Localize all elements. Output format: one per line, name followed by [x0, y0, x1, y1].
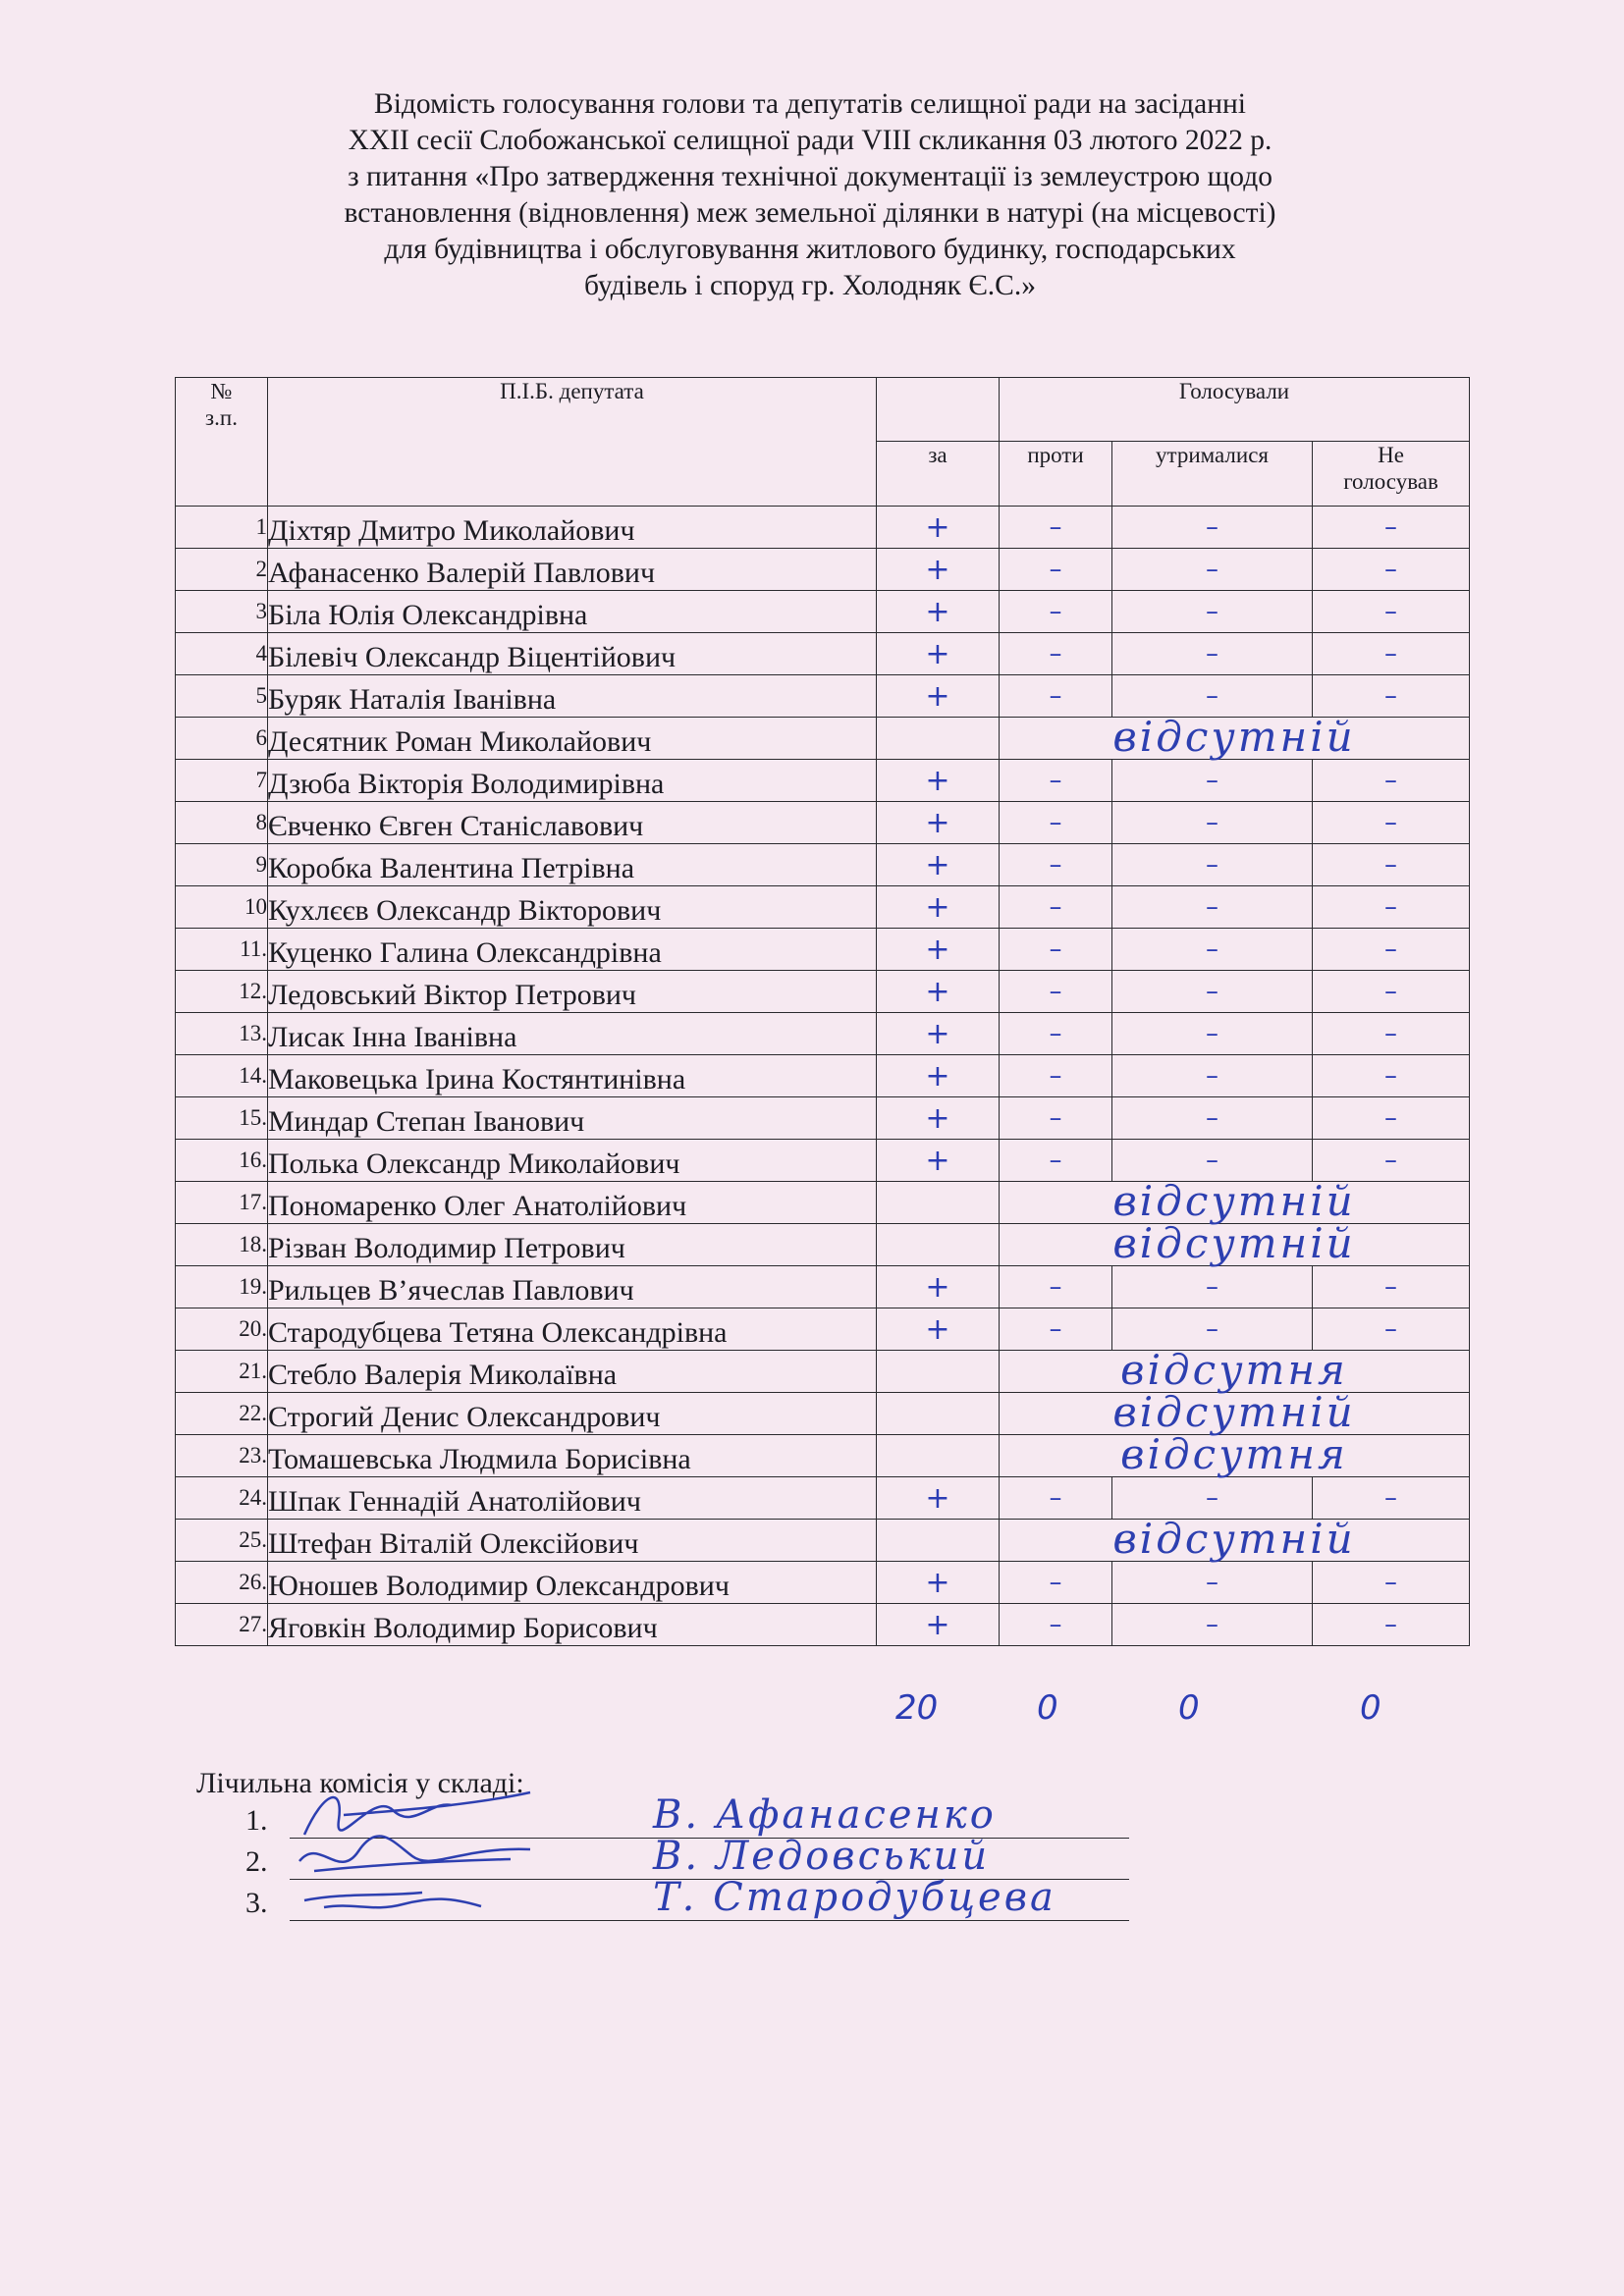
commission-member-row: [245, 1875, 1129, 1926]
deputy-name: Кухлєєв Олександр Вікторович: [268, 886, 877, 929]
deputy-name: Буряк Наталія Іванівна: [268, 675, 877, 718]
header-blank: [877, 378, 1000, 442]
row-number: 7: [176, 760, 268, 802]
vote-not-voted-mark: –: [1313, 886, 1470, 929]
row-number: 25.: [176, 1520, 268, 1562]
absent-note: відсутня: [1120, 1346, 1348, 1394]
table-row: [176, 1477, 1470, 1520]
deputy-name: Штефан Віталій Олексійович: [268, 1520, 877, 1562]
header-not-voted: [1313, 442, 1470, 507]
deputy-name: Стародубцева Тетяна Олександрівна: [268, 1308, 877, 1351]
total-not-voted: 0: [1360, 1688, 1381, 1728]
vote-against-mark: –: [1000, 507, 1112, 549]
row-number: 21.: [176, 1351, 268, 1393]
table-row: [176, 1393, 1470, 1435]
deputy-name: Миндар Степан Іванович: [268, 1097, 877, 1140]
vote-not-voted-mark: –: [1313, 591, 1470, 633]
vote-abstained-mark: –: [1112, 1604, 1313, 1646]
row-number: 20.: [176, 1308, 268, 1351]
table-row: [176, 1224, 1470, 1266]
table-row: [176, 718, 1470, 760]
table-row: [176, 760, 1470, 802]
vote-against-mark: –: [1000, 802, 1112, 844]
row-number: 22.: [176, 1393, 268, 1435]
vote-for-cell: [877, 1520, 1000, 1562]
deputy-name: Полька Олександр Миколайович: [268, 1140, 877, 1182]
vote-not-voted-mark: –: [1313, 971, 1470, 1013]
vote-for-mark: +: [877, 1308, 1000, 1351]
title-line: з питання «Про затвердження технічної документації із землеустрою щодо: [348, 161, 1272, 192]
table-row: [176, 929, 1470, 971]
absent-note: відсутній: [1112, 713, 1356, 761]
vote-for-mark: +: [877, 1477, 1000, 1520]
vote-against-mark: –: [1000, 1097, 1112, 1140]
title-line: XXII сесії Слобожанської селищної ради VIII скликання 03 лютого 2022 р.: [348, 125, 1272, 156]
vote-abstained-mark: –: [1112, 633, 1313, 675]
vote-against-mark: –: [1000, 1562, 1112, 1604]
row-number: 23.: [176, 1435, 268, 1477]
vote-abstained-mark: –: [1112, 675, 1313, 718]
vote-against-mark: –: [1000, 844, 1112, 886]
vote-abstained-mark: –: [1112, 1266, 1313, 1308]
vote-not-voted-mark: –: [1313, 1013, 1470, 1055]
deputy-name: Різван Володимир Петрович: [268, 1224, 877, 1266]
vote-abstained-mark: –: [1112, 549, 1313, 591]
vote-abstained-mark: –: [1112, 971, 1313, 1013]
vote-abstained-mark: –: [1112, 929, 1313, 971]
vote-not-voted-mark: –: [1313, 1562, 1470, 1604]
header-abstained: утрималися: [1112, 442, 1313, 507]
table-row: [176, 675, 1470, 718]
vote-for-mark: +: [877, 844, 1000, 886]
row-number: 19.: [176, 1266, 268, 1308]
vote-against-mark: –: [1000, 760, 1112, 802]
row-number: 16.: [176, 1140, 268, 1182]
vote-for-cell: [877, 1224, 1000, 1266]
vote-abstained-mark: –: [1112, 1013, 1313, 1055]
deputy-name: Ледовський Віктор Петрович: [268, 971, 877, 1013]
absent-note-cell: [1000, 1219, 1470, 1267]
vote-for-mark: +: [877, 1140, 1000, 1182]
vote-for-mark: +: [877, 1097, 1000, 1140]
deputy-name: Десятник Роман Миколайович: [268, 718, 877, 760]
vote-not-voted-mark: –: [1313, 675, 1470, 718]
vote-against-mark: –: [1000, 1140, 1112, 1182]
row-number: 8: [176, 802, 268, 844]
vote-for-cell: [877, 1182, 1000, 1224]
absent-note-cell: [1000, 1430, 1470, 1478]
vote-for-mark: +: [877, 929, 1000, 971]
vote-abstained-mark: –: [1112, 1477, 1313, 1520]
table-row: [176, 1351, 1470, 1393]
vote-for-mark: +: [877, 675, 1000, 718]
document-title: [177, 86, 1443, 304]
table-row: [176, 549, 1470, 591]
absent-note-cell: [1000, 1515, 1470, 1563]
table-row: [176, 591, 1470, 633]
vote-against-mark: –: [1000, 549, 1112, 591]
vote-not-voted-mark: –: [1313, 1097, 1470, 1140]
row-number: 1: [176, 507, 268, 549]
table-row: [176, 844, 1470, 886]
vote-not-voted-mark: –: [1313, 1477, 1470, 1520]
vote-not-voted-mark: –: [1313, 1055, 1470, 1097]
deputy-name: Строгий Денис Олександрович: [268, 1393, 877, 1435]
vote-against-mark: –: [1000, 1477, 1112, 1520]
vote-against-mark: –: [1000, 1055, 1112, 1097]
absent-note-cell: [1000, 1346, 1470, 1394]
vote-totals: [0, 1688, 1624, 1737]
header-number-symbol: №: [210, 379, 233, 403]
header-number: [176, 378, 268, 507]
absent-note: відсутня: [1120, 1430, 1348, 1478]
table-row: [176, 507, 1470, 549]
row-number: 11.: [176, 929, 268, 971]
total-for: 20: [895, 1688, 939, 1728]
member-name: Т. Стародубцева: [653, 1875, 1056, 1920]
vote-not-voted-mark: –: [1313, 1266, 1470, 1308]
row-number: 2: [176, 549, 268, 591]
vote-abstained-mark: –: [1112, 507, 1313, 549]
row-number: 27.: [176, 1604, 268, 1646]
member-number: 1.: [245, 1804, 268, 1837]
vote-for-cell: [877, 718, 1000, 760]
title-line: будівель і споруд гр. Холодняк Є.С.»: [584, 270, 1036, 301]
deputy-name: Дзюба Вікторія Володимирівна: [268, 760, 877, 802]
vote-abstained-mark: –: [1112, 1308, 1313, 1351]
vote-abstained-mark: –: [1112, 1097, 1313, 1140]
table-row: [176, 1140, 1470, 1182]
vote-for-mark: +: [877, 886, 1000, 929]
vote-against-mark: –: [1000, 1266, 1112, 1308]
vote-for-mark: +: [877, 549, 1000, 591]
deputy-name: Рильцев В’ячеслав Павлович: [268, 1266, 877, 1308]
signature-line: [290, 1920, 1129, 1921]
vote-for-mark: +: [877, 971, 1000, 1013]
vote-abstained-mark: –: [1112, 760, 1313, 802]
handwritten-signature: [285, 1863, 540, 1932]
table-row: [176, 1182, 1470, 1224]
row-number: 6: [176, 718, 268, 760]
header-voted-group: Голосували: [1000, 378, 1470, 442]
vote-not-voted-mark: –: [1313, 844, 1470, 886]
deputy-name: Стебло Валерія Миколаївна: [268, 1351, 877, 1393]
deputy-name: Юношев Володимир Олександрович: [268, 1562, 877, 1604]
vote-not-voted-mark: –: [1313, 507, 1470, 549]
table-row: [176, 1097, 1470, 1140]
vote-not-voted-mark: –: [1313, 760, 1470, 802]
title-line: для будівництва і обслуговування житлового будинку, господарських: [384, 234, 1236, 265]
vote-against-mark: –: [1000, 1604, 1112, 1646]
row-number: 12.: [176, 971, 268, 1013]
vote-abstained-mark: –: [1112, 1140, 1313, 1182]
absent-note: відсутній: [1112, 1515, 1356, 1563]
row-number: 26.: [176, 1562, 268, 1604]
vote-abstained-mark: –: [1112, 844, 1313, 886]
vote-for-mark: +: [877, 1604, 1000, 1646]
deputy-name: Біла Юлія Олександрівна: [268, 591, 877, 633]
deputy-name: Шпак Геннадій Анатолійович: [268, 1477, 877, 1520]
vote-for-mark: +: [877, 1013, 1000, 1055]
row-number: 10: [176, 886, 268, 929]
row-number: 9: [176, 844, 268, 886]
table-row: [176, 1435, 1470, 1477]
table-row: [176, 886, 1470, 929]
vote-against-mark: –: [1000, 1013, 1112, 1055]
vote-abstained-mark: –: [1112, 591, 1313, 633]
vote-for-cell: [877, 1351, 1000, 1393]
header-number-abbr: з.п.: [205, 405, 238, 430]
row-number: 18.: [176, 1224, 268, 1266]
title-line: встановлення (відновлення) меж земельної ділянки в натурі (на місцевості): [344, 197, 1276, 229]
row-number: 4: [176, 633, 268, 675]
table-row: [176, 1055, 1470, 1097]
absent-note-cell: [1000, 1177, 1470, 1225]
deputy-name: Лисак Інна Іванівна: [268, 1013, 877, 1055]
table-row: [176, 1562, 1470, 1604]
member-name: В. Афанасенко: [653, 1792, 997, 1838]
vote-against-mark: –: [1000, 971, 1112, 1013]
table-row: [176, 1604, 1470, 1646]
vote-for-mark: +: [877, 1055, 1000, 1097]
counting-commission-title: Лічильна комісія у складі:: [196, 1767, 524, 1799]
deputy-name: Куценко Галина Олександрівна: [268, 929, 877, 971]
vote-for-mark: +: [877, 633, 1000, 675]
vote-against-mark: –: [1000, 886, 1112, 929]
deputy-name: Діхтяр Дмитро Миколайович: [268, 507, 877, 549]
deputy-name: Маковецька Ірина Костянтинівна: [268, 1055, 877, 1097]
vote-not-voted-mark: –: [1313, 929, 1470, 971]
table-body: [176, 507, 1470, 1646]
vote-abstained-mark: –: [1112, 1055, 1313, 1097]
vote-against-mark: –: [1000, 675, 1112, 718]
total-abstained: 0: [1178, 1688, 1200, 1728]
vote-abstained-mark: –: [1112, 1562, 1313, 1604]
deputy-name: Афанасенко Валерій Павлович: [268, 549, 877, 591]
voting-table: [175, 377, 1470, 1646]
table-row: [176, 1520, 1470, 1562]
row-number: 15.: [176, 1097, 268, 1140]
vote-for-mark: +: [877, 1266, 1000, 1308]
deputy-name: Томашевська Людмила Борисівна: [268, 1435, 877, 1477]
vote-abstained-mark: –: [1112, 886, 1313, 929]
table-row: [176, 1013, 1470, 1055]
row-number: 17.: [176, 1182, 268, 1224]
vote-not-voted-mark: –: [1313, 549, 1470, 591]
absent-note: відсутній: [1112, 1219, 1356, 1267]
row-number: 14.: [176, 1055, 268, 1097]
table-row: [176, 1308, 1470, 1351]
vote-against-mark: –: [1000, 591, 1112, 633]
absent-note-cell: [1000, 713, 1470, 761]
deputy-name: Коробка Валентина Петрівна: [268, 844, 877, 886]
vote-abstained-mark: –: [1112, 802, 1313, 844]
absent-note-cell: [1000, 1388, 1470, 1436]
deputy-name: Євченко Євген Станіславович: [268, 802, 877, 844]
row-number: 3: [176, 591, 268, 633]
vote-for-mark: +: [877, 1562, 1000, 1604]
header-not-voted-line: Не: [1378, 443, 1404, 467]
deputy-name: Білевіч Олександр Віцентійович: [268, 633, 877, 675]
vote-not-voted-mark: –: [1313, 1604, 1470, 1646]
vote-not-voted-mark: –: [1313, 633, 1470, 675]
deputy-name: Яговкін Володимир Борисович: [268, 1604, 877, 1646]
row-number: 13.: [176, 1013, 268, 1055]
table-row: [176, 802, 1470, 844]
member-number: 2.: [245, 1845, 268, 1878]
absent-note: відсутній: [1112, 1177, 1356, 1225]
vote-not-voted-mark: –: [1313, 1140, 1470, 1182]
total-against: 0: [1037, 1688, 1058, 1728]
header-against: проти: [1000, 442, 1112, 507]
absent-note: відсутній: [1112, 1388, 1356, 1436]
table-row: [176, 633, 1470, 675]
row-number: 24.: [176, 1477, 268, 1520]
vote-against-mark: –: [1000, 633, 1112, 675]
vote-for-mark: +: [877, 591, 1000, 633]
member-number: 3.: [245, 1887, 268, 1919]
vote-for-cell: [877, 1435, 1000, 1477]
vote-not-voted-mark: –: [1313, 1308, 1470, 1351]
deputy-name: Пономаренко Олег Анатолійович: [268, 1182, 877, 1224]
row-number: 5: [176, 675, 268, 718]
vote-against-mark: –: [1000, 929, 1112, 971]
header-name: П.І.Б. депутата: [268, 378, 877, 507]
header-not-voted-line: голосував: [1343, 469, 1438, 494]
vote-for-cell: [877, 1393, 1000, 1435]
table-row: [176, 1266, 1470, 1308]
vote-not-voted-mark: –: [1313, 802, 1470, 844]
header-for: за: [877, 442, 1000, 507]
member-name: В. Ледовський: [653, 1834, 991, 1879]
vote-against-mark: –: [1000, 1308, 1112, 1351]
title-line: Відомість голосування голови та депутатів селищної ради на засіданні: [374, 88, 1246, 120]
vote-for-mark: +: [877, 802, 1000, 844]
table-row: [176, 971, 1470, 1013]
vote-for-mark: +: [877, 507, 1000, 549]
vote-for-mark: +: [877, 760, 1000, 802]
